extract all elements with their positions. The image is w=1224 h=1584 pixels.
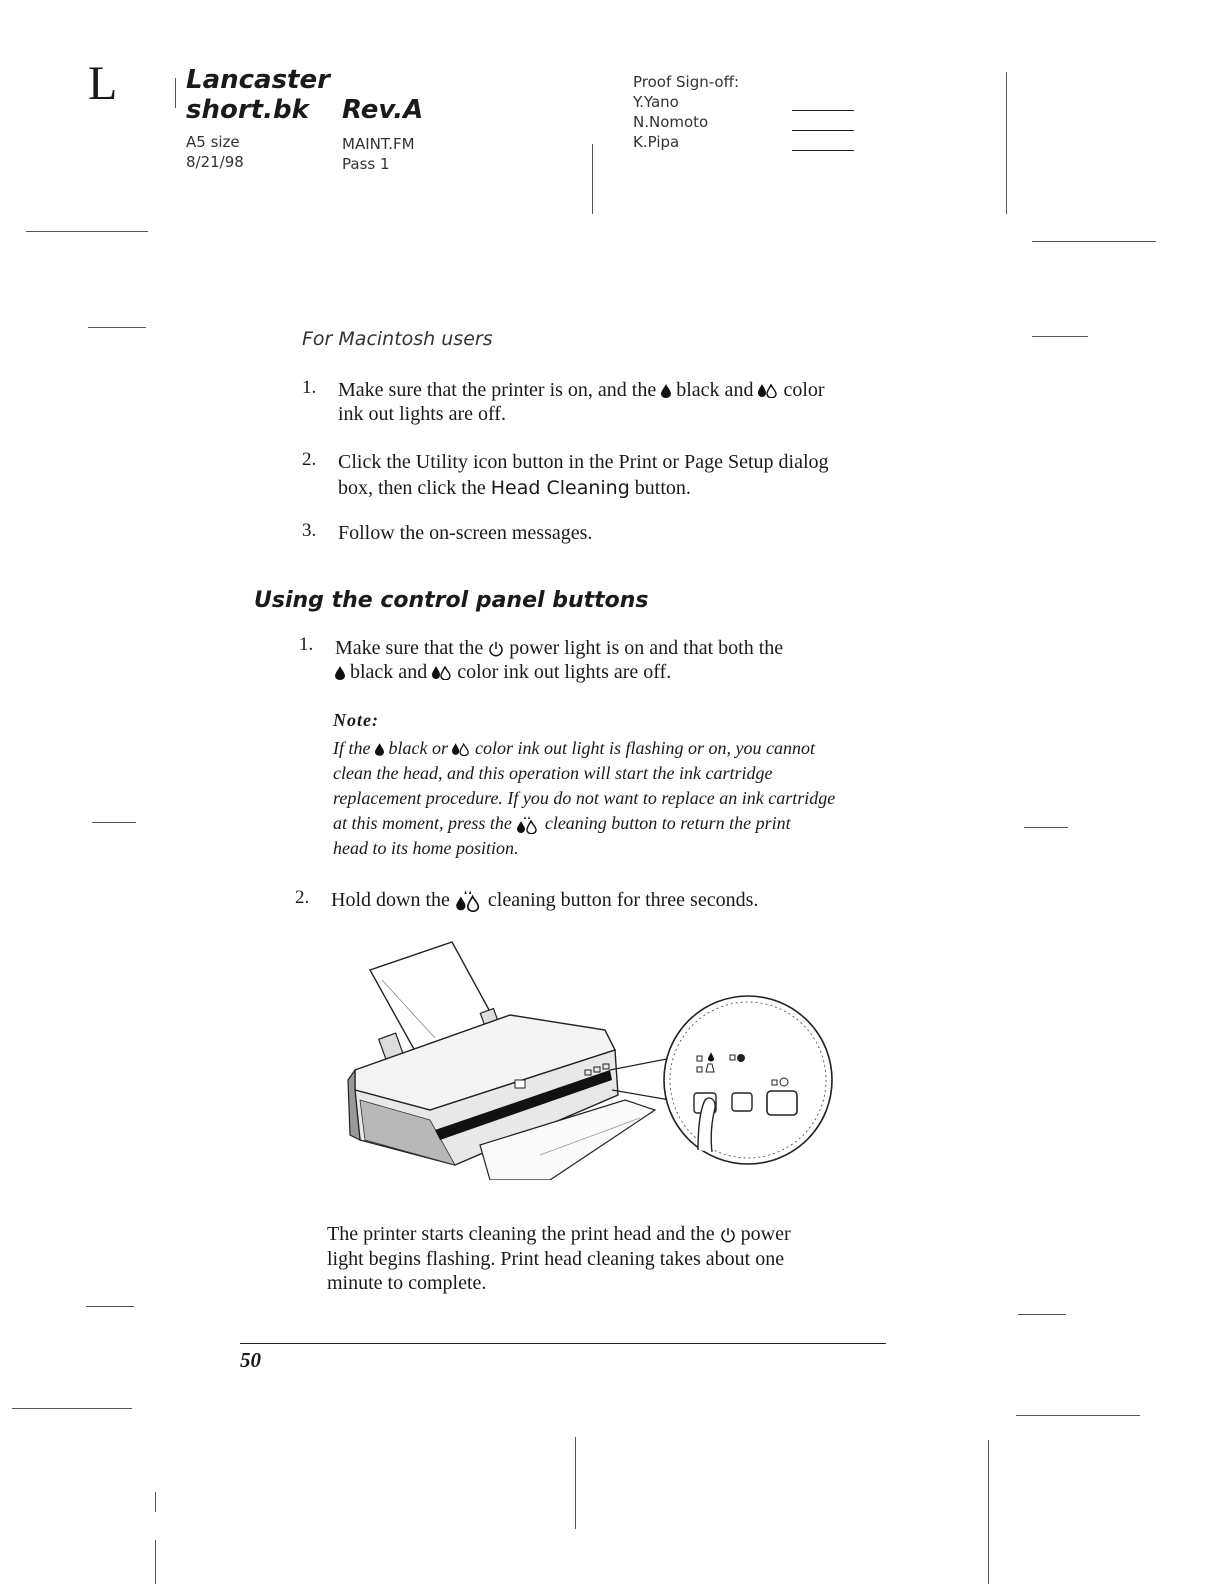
color-ink-icon: [452, 743, 470, 756]
signer: K.Pipa: [633, 133, 680, 151]
crop-mark: [1016, 1415, 1140, 1416]
section-heading-mac: For Macintosh users: [302, 328, 493, 350]
crop-mark: [1032, 336, 1088, 337]
black-ink-icon: [375, 743, 384, 756]
footer-rule: [240, 1343, 886, 1344]
section-heading-panel: Using the control panel buttons: [254, 588, 649, 613]
file-name: MAINT.FM: [342, 135, 415, 153]
result-paragraph: The printer starts cleaning the print head and the power: [327, 1223, 791, 1245]
crop-mark: [12, 1408, 132, 1409]
power-icon: [488, 641, 504, 657]
page-number: 50: [240, 1348, 261, 1372]
note-label: Note:: [333, 710, 379, 730]
step-number: 1.: [302, 377, 317, 398]
crop-mark: [1032, 241, 1156, 242]
note-line: head to its home position.: [333, 838, 519, 858]
head-cleaning-label: Head Cleaning: [490, 477, 630, 499]
step-text: Make sure that the printer is on, and the black and color: [338, 379, 825, 401]
date: 8/21/98: [186, 153, 244, 171]
color-ink-icon: [432, 666, 452, 680]
step-number: 2.: [295, 887, 310, 908]
revision: Rev.A: [342, 95, 424, 125]
step-number: 1.: [299, 634, 314, 655]
crop-mark: [575, 1437, 576, 1529]
crop-mark: [26, 231, 148, 232]
crop-mark: [88, 327, 146, 328]
book-title-line2: short.bk: [186, 95, 309, 125]
black-ink-icon: [661, 384, 671, 398]
step-text: box, then click the Head Cleaning button.: [338, 477, 691, 499]
black-ink-icon: [335, 666, 345, 680]
signature-line: [792, 110, 854, 111]
note-line: clean the head, and this operation will start the ink cartridge: [333, 763, 773, 783]
step-number: 2.: [302, 449, 317, 470]
note-line: If the black or color ink out light is flashing or on, you cannot: [333, 738, 815, 758]
crop-mark: [1018, 1314, 1066, 1315]
crop-mark: [988, 1440, 989, 1584]
result-paragraph: minute to complete.: [327, 1272, 487, 1294]
corner-letter: L: [88, 57, 118, 110]
color-ink-icon: [758, 384, 778, 398]
cleaning-icon: [455, 890, 483, 912]
signature-line: [792, 130, 854, 131]
crop-mark: [1006, 72, 1007, 214]
signer: N.Nomoto: [633, 113, 709, 131]
step-text: ink out lights are off.: [338, 403, 506, 425]
signer: Y.Yano: [633, 93, 679, 111]
note-line: replacement procedure. If you do not want to replace an ink cartridge: [333, 788, 836, 808]
power-icon: [720, 1227, 736, 1243]
proof-signoff-title: Proof Sign-off:: [633, 73, 739, 91]
crop-mark: [155, 1540, 156, 1584]
step-number: 3.: [302, 520, 317, 541]
crop-mark: [175, 78, 176, 108]
step-text: Click the Utility icon button in the Print or Page Setup dialog: [338, 451, 829, 473]
pass: Pass 1: [342, 155, 390, 173]
signature-line: [792, 150, 854, 151]
cleaning-icon: [516, 816, 540, 834]
crop-mark: [92, 822, 136, 823]
book-title-line1: Lancaster: [186, 65, 330, 95]
result-paragraph: light begins flashing. Print head cleaning takes about one: [327, 1248, 785, 1270]
crop-mark: [1024, 827, 1068, 828]
step-text: Make sure that the power light is on and that both the: [335, 637, 784, 659]
printer-illustration: [340, 940, 840, 1180]
step-text: Hold down the cleaning button for three seconds.: [331, 889, 759, 911]
crop-mark: [155, 1492, 156, 1512]
crop-mark: [592, 144, 593, 214]
step-text: Follow the on-screen messages.: [338, 522, 593, 544]
crop-mark: [86, 1306, 134, 1307]
note-line: at this moment, press the cleaning button to return the print: [333, 813, 791, 833]
paper-size: A5 size: [186, 133, 240, 151]
step-text: black and color ink out lights are off.: [335, 660, 671, 684]
